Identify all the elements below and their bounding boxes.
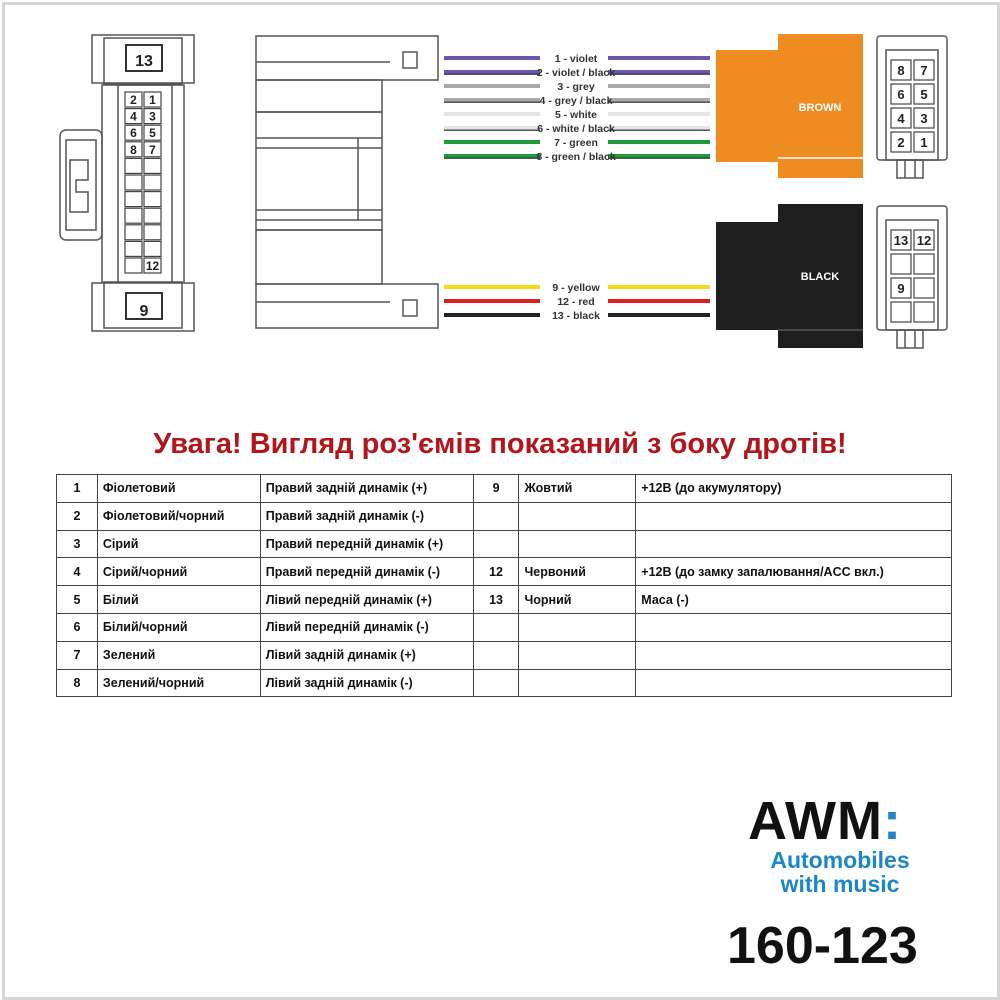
pinout-cell: 13 — [473, 586, 519, 614]
wire-label: 12 - red — [557, 296, 595, 308]
wire-label: 13 - black — [552, 310, 600, 322]
pinout-cell — [519, 530, 636, 558]
pinout-cell: Білий — [97, 586, 260, 614]
left-connector-pin-label: 7 — [149, 142, 156, 157]
left-connector-pin — [125, 158, 142, 173]
plug-pin-label: 4 — [897, 111, 905, 126]
plug-pin — [914, 302, 934, 322]
brown-plug-label: BROWN — [798, 102, 842, 114]
pinout-cell: Лівий передній динамік (-) — [260, 613, 473, 641]
left-connector-top-pin: 13 — [135, 53, 153, 70]
left-connector-pin-label: 1 — [149, 93, 156, 107]
warning-text: Увага! Вигляд роз'ємів показаний з боку дротів! — [153, 428, 847, 460]
pinout-cell: Зелений — [97, 641, 260, 669]
black-plug-sleeve — [716, 222, 780, 330]
pinout-cell: 3 — [57, 530, 98, 558]
wire-label: 9 - yellow — [552, 282, 600, 294]
pinout-cell — [636, 530, 952, 558]
pinout-cell: 9 — [473, 475, 519, 503]
pinout-cell: Правий задній динамік (+) — [260, 475, 473, 503]
wire-bundle — [444, 53, 710, 322]
pinout-cell: Білий/чорний — [97, 613, 260, 641]
wiring-diagram — [0, 0, 1000, 400]
adapter-body — [256, 36, 438, 328]
plug-pin — [914, 278, 934, 298]
left-connector-pin — [144, 175, 161, 190]
awm-logo-text: AWM — [748, 791, 883, 851]
pinout-cell — [519, 641, 636, 669]
pinout-cell: Фіолетовий — [97, 475, 260, 503]
black-plug-label: BLACK — [800, 271, 840, 283]
plug-pin-label: 1 — [920, 135, 928, 150]
plug-pin-label: 13 — [893, 233, 909, 248]
pinout-cell — [473, 613, 519, 641]
plug-pin-label: 12 — [916, 233, 932, 248]
left-connector-pin — [125, 258, 142, 273]
pinout-cell: Правий передній динамік (+) — [260, 530, 473, 558]
pinout-cell: 1 — [57, 475, 98, 503]
wire-label: 4 - grey / black — [539, 95, 613, 107]
pinout-row — [57, 669, 952, 697]
pinout-cell: 8 — [57, 669, 98, 697]
pinout-cell: +12В (до замку запалювання/ACC вкл.) — [636, 558, 952, 586]
left-connector-pin-label: 12 — [145, 259, 160, 273]
pinout-table — [56, 474, 952, 697]
pinout-cell — [473, 669, 519, 697]
left-connector-pin — [125, 175, 142, 190]
wire-label: 2 - violet / black — [536, 67, 616, 79]
wire-label: 1 - violet — [554, 53, 598, 65]
plug-pin-label: 5 — [920, 87, 928, 102]
pinout-cell: 6 — [57, 613, 98, 641]
plug-pin — [891, 254, 911, 274]
plug-pin-label: 9 — [897, 281, 905, 296]
wire-label: 8 - green / black — [536, 151, 616, 163]
left-connector-bottom-pin: 9 — [139, 303, 149, 320]
pinout-cell: Маса (-) — [636, 586, 952, 614]
pinout-cell: Лівий задній динамік (+) — [260, 641, 473, 669]
awm-logo — [748, 790, 902, 852]
awm-logo-mark: : — [882, 791, 902, 851]
pinout-cell: Жовтий — [519, 475, 636, 503]
pinout-cell: Фіолетовий/чорний — [97, 502, 260, 530]
pinout-cell — [636, 502, 952, 530]
wire-label: 5 - white — [554, 109, 598, 121]
pinout-cell: 12 — [473, 558, 519, 586]
left-connector-pin-label: 3 — [149, 109, 156, 124]
plug-pin-label: 6 — [897, 87, 905, 102]
left-connector-pin-grid — [125, 92, 161, 273]
pinout-cell — [636, 613, 952, 641]
pinout-cell: Правий передній динамік (-) — [260, 558, 473, 586]
black-plug-face-pins — [891, 230, 934, 322]
tagline-line-1: Automobiles — [770, 847, 910, 873]
left-connector-pin — [144, 225, 161, 240]
pinout-cell — [473, 641, 519, 669]
pinout-cell — [473, 502, 519, 530]
left-connector-pin — [144, 241, 161, 256]
plug-pin-label: 7 — [920, 63, 928, 78]
pinout-cell: Правий задній динамік (-) — [260, 502, 473, 530]
wire-label: 6 - white / black — [537, 123, 615, 135]
brand-tagline — [735, 848, 945, 896]
brown-plug-sleeve — [716, 50, 780, 162]
plug-pin — [914, 254, 934, 274]
pinout-cell: 7 — [57, 641, 98, 669]
brown-plug-face — [877, 36, 947, 178]
pinout-cell — [636, 641, 952, 669]
tagline-line-2: with music — [780, 871, 900, 897]
pinout-row — [57, 613, 952, 641]
product-code: 160-123 — [727, 917, 918, 975]
pinout-cell: Лівий задній динамік (-) — [260, 669, 473, 697]
pinout-row — [57, 641, 952, 669]
pinout-cell: Червоний — [519, 558, 636, 586]
pinout-row — [57, 502, 952, 530]
left-connector-pin — [125, 192, 142, 207]
left-connector-pin-label: 4 — [130, 109, 137, 124]
left-connector-pin — [125, 241, 142, 256]
pinout-cell: Лівий передній динамік (+) — [260, 586, 473, 614]
left-connector-pin-label: 8 — [130, 142, 137, 157]
pinout-cell — [519, 502, 636, 530]
pinout-cell — [519, 669, 636, 697]
pinout-cell: Сірий/чорний — [97, 558, 260, 586]
pinout-row — [57, 586, 952, 614]
plug-pin — [891, 302, 911, 322]
left-connector-pin — [144, 208, 161, 223]
pinout-cell: +12В (до акумулятору) — [636, 475, 952, 503]
pinout-cell — [519, 613, 636, 641]
left-connector-pin-label: 6 — [130, 126, 137, 141]
left-connector-pin — [144, 158, 161, 173]
pinout-row — [57, 475, 952, 503]
pinout-cell: Зелений/чорний — [97, 669, 260, 697]
pinout-row — [57, 530, 952, 558]
left-connector-pin — [125, 225, 142, 240]
pinout-cell: 5 — [57, 586, 98, 614]
brown-plug — [716, 34, 863, 178]
left-connector-pin — [144, 192, 161, 207]
pinout-cell: Чорний — [519, 586, 636, 614]
brown-plug-face-pins — [891, 60, 934, 152]
black-plug — [716, 204, 863, 348]
pinout-row — [57, 558, 952, 586]
pinout-cell — [636, 669, 952, 697]
plug-pin-label: 8 — [897, 63, 905, 78]
black-plug-face — [877, 206, 947, 348]
pinout-cell: 2 — [57, 502, 98, 530]
wire-label: 7 - green — [554, 137, 598, 149]
pinout-cell: 4 — [57, 558, 98, 586]
left-connector-pin-label: 2 — [130, 93, 137, 107]
left-connector-pin — [125, 208, 142, 223]
pinout-cell — [473, 530, 519, 558]
pinout-cell: Сірий — [97, 530, 260, 558]
plug-pin-label: 3 — [920, 111, 928, 126]
left-connector-pin-label: 5 — [149, 126, 156, 141]
wire-label: 3 - grey — [557, 81, 595, 93]
plug-pin-label: 2 — [897, 135, 905, 150]
